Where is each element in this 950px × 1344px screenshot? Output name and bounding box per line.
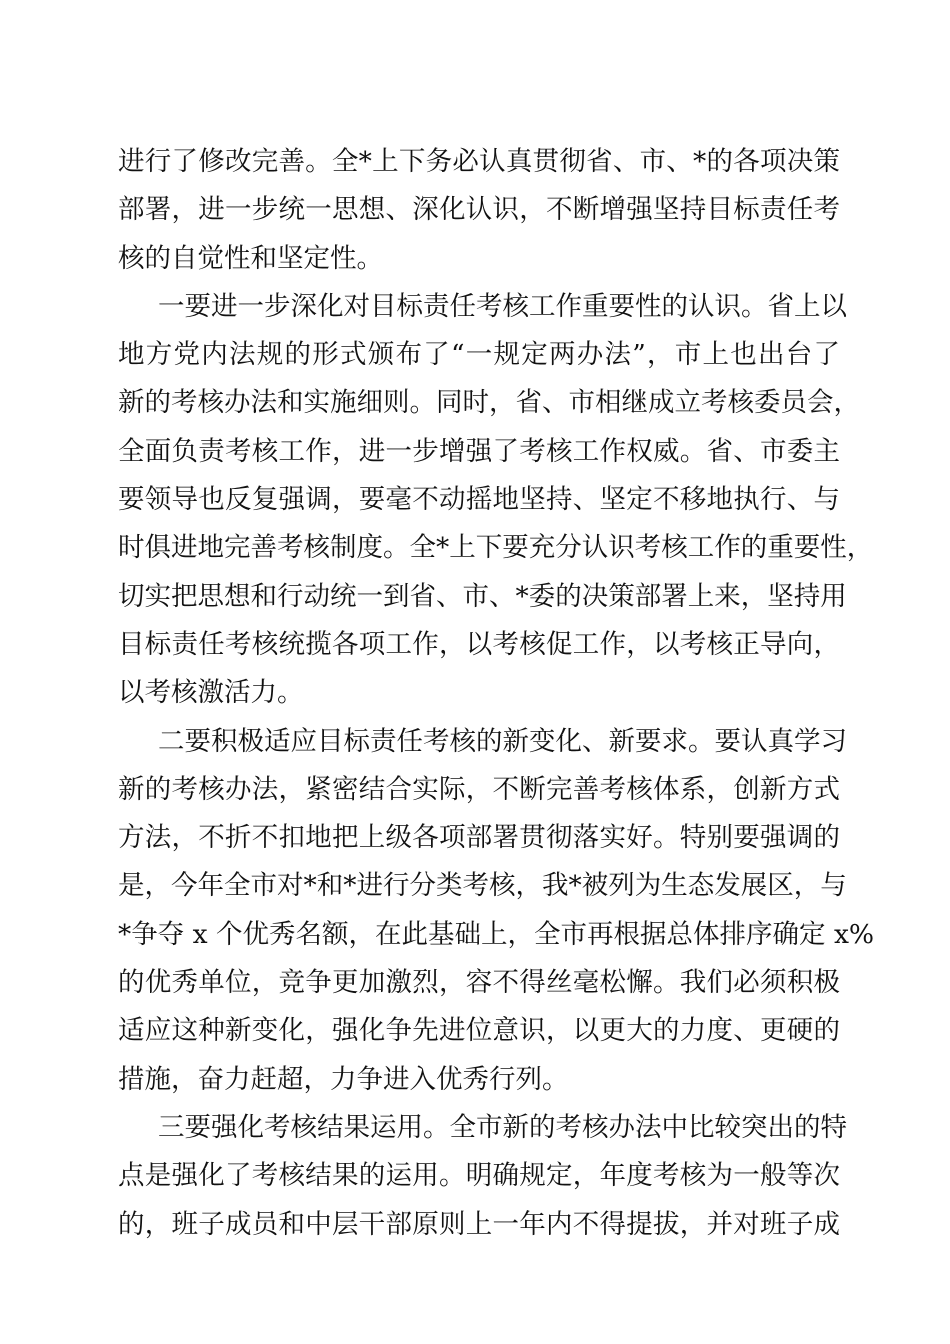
text-line: 切实把思想和行动统一到省、市、*委的决策部署上来，坚持用 — [118, 580, 847, 612]
text-line: 全面负责考核工作，进一步增强了考核工作权威。省、市委主 — [118, 435, 840, 467]
text-line: 进行了修改完善。全*上下务必认真贯彻省、市、*的各项决策 — [118, 146, 840, 177]
text-line: 目标责任考核统揽各项工作，以考核促工作，以考核正导向， — [118, 628, 840, 660]
text-line: 新的考核办法和实施细则。同时，省、市相继成立考核委员会， — [118, 387, 860, 419]
text-line: 以考核激活力。 — [118, 677, 304, 709]
paragraph-start-line: 三要强化考核结果运用。全市新的考核办法中比较突出的特 — [158, 1111, 847, 1143]
paragraph-start-line: 一要进一步深化对目标责任考核工作重要性的认识。省上以 — [158, 290, 847, 322]
text-line: 是，今年全市对*和*进行分类考核，我*被列为生态发展区，与 — [118, 870, 847, 902]
text-line: 点是强化了考核结果的运用。明确规定，年度考核为一般等次 — [118, 1160, 840, 1192]
text-line: 核的自觉性和坚定性。 — [118, 242, 383, 274]
text-line: 的优秀单位，竞争更加激烈，容不得丝毫松懈。我们必须积极 — [118, 967, 840, 999]
text-line: 要领导也反复强调，要毫不动摇地坚持、坚定不移地执行、与 — [118, 484, 840, 516]
text-line: 的，班子成员和中层干部原则上一年内不得提拔，并对班子成 — [118, 1208, 840, 1240]
document-body — [118, 138, 875, 1249]
text-line: 方法，不折不扣地把上级各项部署贯彻落实好。特别要强调的 — [118, 822, 840, 854]
text-line: *争夺 x 个优秀名额，在此基础上，全市再根据总体排序确定 x% — [118, 918, 875, 950]
paragraph-start-line: 二要积极适应目标责任考核的新变化、新要求。要认真学习 — [158, 725, 847, 757]
text-line: 地方党内法规的形式颁布了“一规定两办法”，市上也出台了 — [118, 339, 840, 371]
text-line: 适应这种新变化，强化争先进位意识，以更大的力度、更硬的 — [118, 1015, 840, 1047]
text-line: 措施，奋力赶超，力争进入优秀行列。 — [118, 1063, 569, 1095]
text-line: 新的考核办法，紧密结合实际，不断完善考核体系，创新方式 — [118, 773, 840, 805]
text-line: 部署，进一步统一思想、深化认识，不断增强坚持目标责任考 — [118, 194, 840, 226]
text-line: 时俱进地完善考核制度。全*上下要充分认识考核工作的重要性， — [118, 532, 874, 564]
